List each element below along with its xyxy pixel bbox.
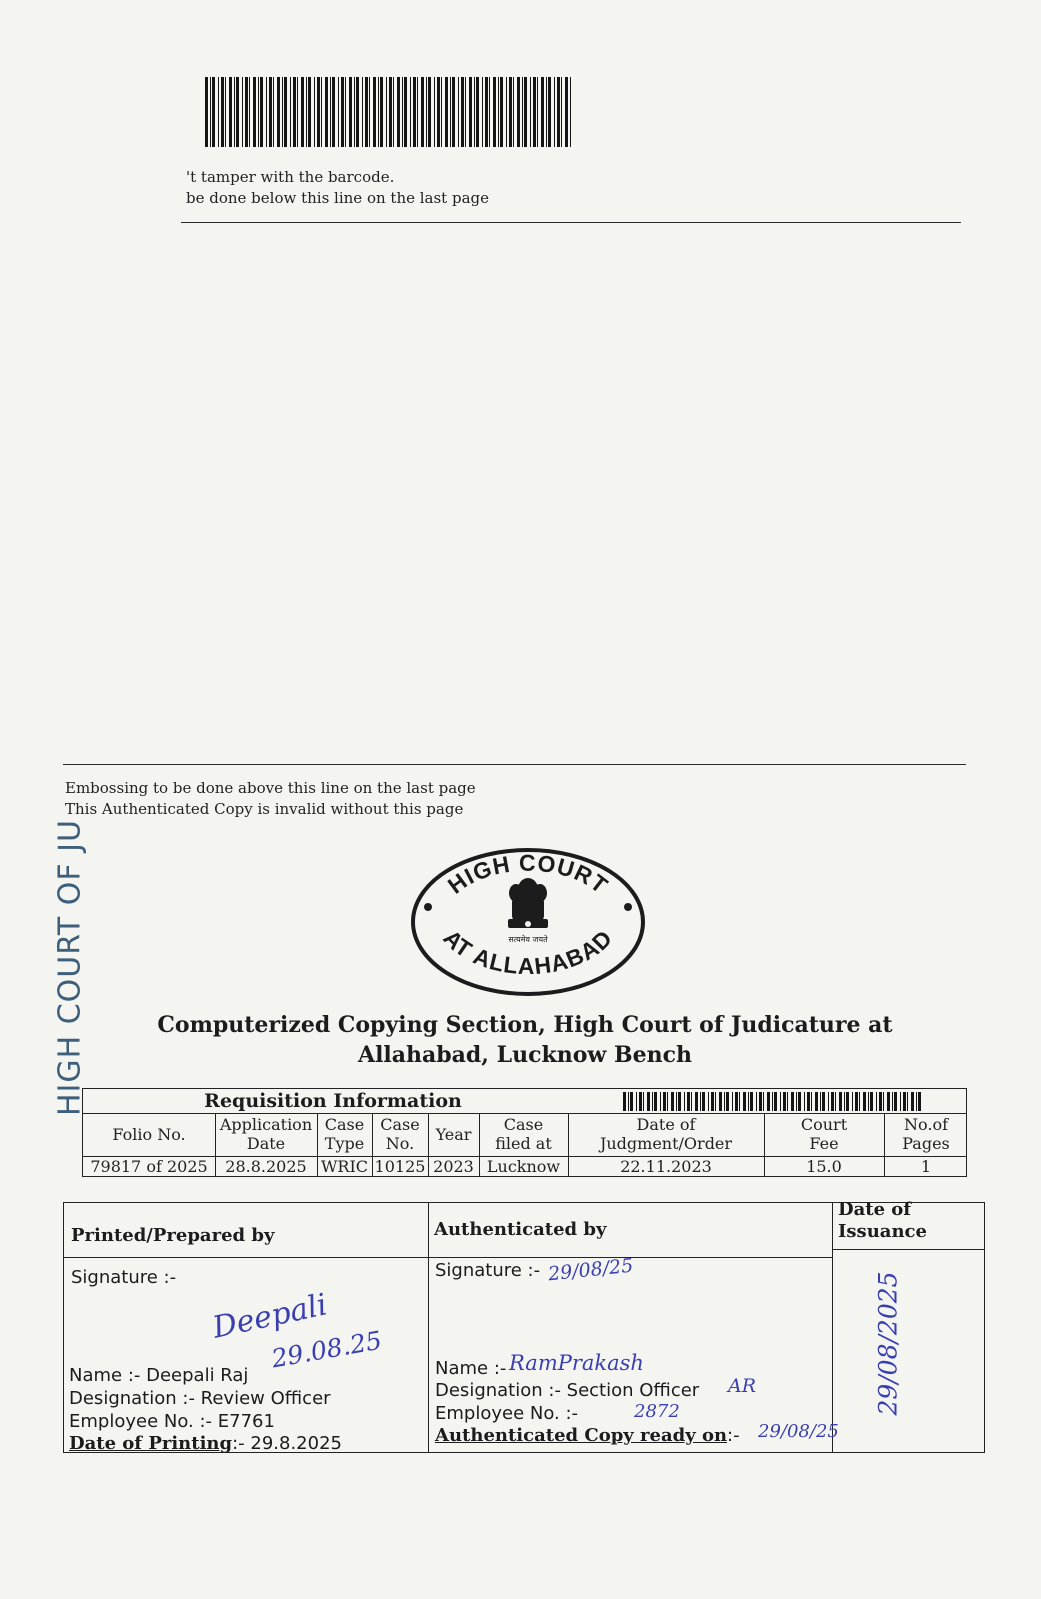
barcode-bar — [715, 1092, 716, 1111]
prepared-name: Name :- Deepali Raj — [69, 1365, 249, 1386]
barcode-bar — [783, 1092, 786, 1111]
document-heading — [110, 1010, 940, 1070]
barcode-bar — [767, 1092, 770, 1111]
barcode-bar — [684, 1092, 685, 1111]
barcode-bar — [835, 1092, 836, 1111]
requisition-header-cell — [372, 1115, 428, 1153]
barcode-bar — [290, 77, 291, 147]
barcode-bar — [911, 1092, 914, 1111]
barcode-bar — [410, 77, 411, 147]
barcode-bar — [506, 77, 507, 147]
auth-hand-sig-date: 29/08/25 — [547, 1254, 635, 1286]
barcode-note-2: be done below this line on the last page — [186, 189, 490, 207]
barcode-bar — [660, 1092, 661, 1111]
requisition-header-cell — [884, 1115, 968, 1153]
requisition-header-cell: Folio No. — [112, 1125, 186, 1144]
barcode-bar — [554, 77, 555, 147]
barcode-bar — [791, 1092, 794, 1111]
barcode-bar — [458, 77, 459, 147]
barcode-bar — [221, 77, 224, 147]
barcode-bar — [258, 77, 259, 147]
barcode-bar — [445, 77, 448, 147]
barcode-bar — [750, 1092, 753, 1111]
barcode-bar — [570, 77, 571, 147]
barcode-bar — [242, 77, 243, 147]
barcode-bar — [260, 77, 263, 147]
barcode-bar — [828, 1092, 829, 1111]
signature-table — [63, 1199, 985, 1454]
heading-line-1: Computerized Copying Section, High Court of Judicature at — [157, 1012, 893, 1038]
auth-hand-ready-date: 29/08/25 — [758, 1421, 839, 1442]
barcode-bar — [822, 1092, 825, 1111]
barcode-bar — [807, 1092, 810, 1111]
barcode-bar — [870, 1092, 873, 1111]
barcode-bar — [452, 77, 455, 147]
barcode-bar — [743, 1092, 746, 1111]
barcode-bar — [780, 1092, 781, 1111]
auth-designation: Designation :- Section Officer — [435, 1380, 700, 1401]
header-line-1: Case — [503, 1115, 544, 1134]
barcode-bar — [846, 1092, 849, 1111]
barcode-bar — [421, 77, 424, 147]
barcode-bar — [708, 1092, 709, 1111]
header-line-1: Court — [800, 1115, 848, 1134]
invalid-note: This Authenticated Copy is invalid without this page — [65, 800, 464, 818]
barcode-bar — [369, 77, 370, 147]
barcode-bar — [831, 1092, 834, 1111]
barcode-bar — [269, 77, 272, 147]
barcode-bar — [354, 77, 355, 147]
barcode-bar — [859, 1092, 860, 1111]
barcode-bar — [700, 1092, 701, 1111]
barcode-bar — [314, 77, 315, 147]
barcode-bar — [474, 77, 475, 147]
barcode-bar — [332, 77, 335, 147]
barcode-bar — [719, 1092, 722, 1111]
barcode-bar — [293, 77, 296, 147]
barcode-bar — [643, 1092, 644, 1111]
barcode-bar — [772, 1092, 773, 1111]
barcode-bar — [434, 77, 435, 147]
requisition-value-cell: 15.0 — [806, 1157, 842, 1176]
barcode-bar — [546, 77, 547, 147]
barcode-bar — [541, 77, 544, 147]
barcode-bar — [522, 77, 523, 147]
barcode-bar — [345, 77, 346, 147]
barcode-bar — [236, 77, 239, 147]
emblem-icon — [508, 878, 548, 928]
heading-line-2: Allahabad, Lucknow Bench — [358, 1042, 692, 1068]
prepared-designation: Designation :- Review Officer — [69, 1388, 331, 1409]
barcode-bar — [557, 77, 560, 147]
requisition-header-cell — [568, 1115, 764, 1153]
barcode-bar — [739, 1092, 740, 1111]
barcode-bar — [678, 1092, 681, 1111]
requisition-table — [82, 1088, 967, 1177]
issuance-heading — [838, 1199, 927, 1243]
embossing-divider — [63, 764, 966, 765]
barcode-bar — [811, 1092, 812, 1111]
seal-bottom-text: AT ALLAHABAD — [438, 924, 618, 980]
issuance-heading-1: Date of — [838, 1199, 912, 1220]
barcode-bar — [253, 77, 256, 147]
barcode-bar — [876, 1092, 877, 1111]
barcode-bar — [815, 1092, 818, 1111]
barcode-bar — [524, 77, 527, 147]
requisition-value-cell: 10125 — [374, 1157, 426, 1176]
barcode-bar — [428, 77, 431, 147]
barcode-bar — [341, 77, 344, 147]
header-line-2: Judgment/Order — [599, 1134, 733, 1153]
barcode-bar — [530, 77, 531, 147]
auth-name-label: Name :- — [435, 1358, 507, 1379]
barcode-bar — [676, 1092, 677, 1111]
barcode-bar — [820, 1092, 821, 1111]
barcode-bar — [349, 77, 352, 147]
barcode-bar — [759, 1092, 762, 1111]
prepared-hand-signature: Deepali — [209, 1287, 331, 1346]
barcode-bar — [306, 77, 307, 147]
auth-employee-label: Employee No. :- — [435, 1403, 579, 1424]
barcode-bar — [469, 77, 472, 147]
auth-hand-employee: 2872 — [634, 1401, 680, 1422]
requisition-value-cell: Lucknow — [486, 1157, 561, 1176]
authenticated-by-heading: Authenticated by — [434, 1219, 607, 1240]
barcode-bar — [402, 77, 403, 147]
barcode-bar — [804, 1092, 805, 1111]
barcode-bar — [900, 1092, 901, 1111]
barcode-bar — [533, 77, 536, 147]
barcode-bar — [461, 77, 464, 147]
barcode-bar — [489, 77, 490, 147]
barcode-bar — [735, 1092, 738, 1111]
header-line-1: Application — [219, 1115, 313, 1134]
barcode-bar — [225, 77, 226, 147]
barcode-bar — [493, 77, 496, 147]
side-stamp-text: HIGH COURT OF JU — [52, 819, 88, 1117]
auth-hand-name: RamPrakash — [509, 1351, 644, 1375]
upper-divider — [181, 222, 961, 223]
header-line-2: No. — [385, 1134, 415, 1153]
barcode-bar — [317, 77, 320, 147]
requisition-header-cell — [215, 1115, 317, 1153]
barcode-bar — [437, 77, 440, 147]
barcode-bar — [465, 77, 466, 147]
barcode-bar — [537, 77, 538, 147]
barcode-bar — [774, 1092, 777, 1111]
prepared-hand-date: 29.08.25 — [269, 1325, 385, 1374]
barcode-bar — [654, 1092, 657, 1111]
barcode-bar — [702, 1092, 705, 1111]
court-seal — [408, 845, 648, 1000]
barcode-bar — [308, 77, 311, 147]
barcode-bar — [787, 1092, 788, 1111]
barcode-bar — [356, 77, 359, 147]
barcode-bar — [500, 77, 503, 147]
barcode-bar — [426, 77, 427, 147]
barcode-bar — [404, 77, 407, 147]
barcode-bar — [907, 1092, 908, 1111]
barcode-bar — [266, 77, 267, 147]
barcode-bar — [386, 77, 387, 147]
barcode-bar — [639, 1092, 642, 1111]
requisition-value-cell: 1 — [920, 1157, 932, 1176]
header-line-2: Pages — [902, 1134, 950, 1153]
barcode-bar — [636, 1092, 637, 1111]
header-line-1: Case — [324, 1115, 365, 1134]
barcode-bar — [726, 1092, 729, 1111]
barcode-bar — [724, 1092, 725, 1111]
barcode-bar — [210, 77, 211, 147]
barcode-bar — [628, 1092, 629, 1111]
header-line-1: Case — [380, 1115, 420, 1134]
barcode-bar — [798, 1092, 801, 1111]
requisition-value-cell: 2023 — [433, 1157, 474, 1176]
barcode-bar — [338, 77, 339, 147]
barcode-bar — [476, 77, 479, 147]
barcode-bar — [868, 1092, 869, 1111]
barcode-bar — [756, 1092, 757, 1111]
barcode-bar — [301, 77, 304, 147]
barcode-bar — [282, 77, 283, 147]
barcode-bar — [277, 77, 280, 147]
barcode-bar — [389, 77, 392, 147]
embossing-note: Embossing to be done above this line on the last page — [65, 779, 476, 797]
barcode-bar — [796, 1092, 797, 1111]
issuance-hand-date: 29/08/2025 — [873, 1271, 903, 1416]
barcode-bar — [548, 77, 551, 147]
prepared-signature-label: Signature :- — [71, 1267, 177, 1288]
barcode-bar — [249, 77, 250, 147]
barcode-bar — [498, 77, 499, 147]
auth-ready-on: Authenticated Copy ready on:- — [435, 1425, 740, 1446]
barcode-bar — [485, 77, 488, 147]
requisition-barcode — [623, 1092, 923, 1111]
barcode-bar — [695, 1092, 698, 1111]
barcode-bar — [325, 77, 328, 147]
barcode-bar — [245, 77, 248, 147]
barcode-bar — [509, 77, 512, 147]
barcode-bar — [652, 1092, 653, 1111]
barcode-bar — [450, 77, 451, 147]
barcode-bar — [513, 77, 514, 147]
barcode-bar — [623, 1092, 626, 1111]
barcode-bar — [441, 77, 442, 147]
barcode-bar — [413, 77, 416, 147]
requisition-header-cell: Year — [435, 1125, 472, 1144]
barcode-bar — [903, 1092, 906, 1111]
header-line-2: Type — [324, 1134, 365, 1153]
barcode-bar — [393, 77, 394, 147]
barcode-bar — [691, 1092, 692, 1111]
requisition-value-cell: 22.11.2023 — [620, 1157, 712, 1176]
barcode-bar — [284, 77, 287, 147]
barcode-top — [205, 77, 571, 147]
header-line-1: Date of — [636, 1115, 696, 1134]
barcode-bar — [380, 77, 383, 147]
requisition-value-cell: 79817 of 2025 — [90, 1157, 208, 1176]
issuance-heading-2: Issuance — [838, 1221, 927, 1242]
barcode-bar — [916, 1092, 917, 1111]
requisition-header-cell — [764, 1115, 884, 1153]
barcode-bar — [839, 1092, 842, 1111]
prepared-by-heading: Printed/Prepared by — [71, 1225, 275, 1246]
barcode-bar — [844, 1092, 845, 1111]
prepared-employee: Employee No. :- E7761 — [69, 1411, 275, 1432]
barcode-bar — [687, 1092, 690, 1111]
barcode-bar — [482, 77, 483, 147]
barcode-bar — [362, 77, 363, 147]
barcode-bar — [863, 1092, 866, 1111]
barcode-bar — [647, 1092, 650, 1111]
requisition-header-cell — [479, 1115, 568, 1153]
barcode-bar — [711, 1092, 714, 1111]
barcode-bar — [365, 77, 368, 147]
barcode-bar — [671, 1092, 674, 1111]
header-line-2: Fee — [809, 1134, 839, 1153]
seal-top-text: HIGH COURT — [442, 849, 614, 899]
barcode-bar — [918, 1092, 921, 1111]
barcode-note-1: 't tamper with the barcode. — [186, 168, 395, 186]
barcode-bar — [417, 77, 418, 147]
auth-hand-designation: AR — [728, 1375, 757, 1397]
barcode-bar — [667, 1092, 668, 1111]
header-line-2: filed at — [495, 1134, 552, 1153]
barcode-bar — [218, 77, 219, 147]
barcode-bar — [273, 77, 274, 147]
requisition-value-cell: 28.8.2025 — [225, 1157, 307, 1176]
barcode-bar — [879, 1092, 882, 1111]
auth-signature-label: Signature :- — [435, 1260, 541, 1281]
header-line-2: Date — [246, 1134, 286, 1153]
requisition-title: Requisition Information — [204, 1090, 462, 1112]
barcode-bar — [234, 77, 235, 147]
barcode-bar — [894, 1092, 897, 1111]
barcode-bar — [397, 77, 400, 147]
barcode-bar — [378, 77, 379, 147]
barcode-bar — [892, 1092, 893, 1111]
barcode-bar — [321, 77, 322, 147]
barcode-bar — [887, 1092, 890, 1111]
header-line-1: No.of — [904, 1115, 948, 1134]
date-of-printing: Date of Printing:- 29.8.2025 — [69, 1433, 342, 1454]
requisition-value-cell: WRIC — [320, 1157, 369, 1176]
barcode-bar — [748, 1092, 749, 1111]
barcode-bar — [229, 77, 232, 147]
barcode-bar — [763, 1092, 764, 1111]
barcode-bar — [205, 77, 208, 147]
barcode-bar — [565, 77, 568, 147]
barcode-bar — [732, 1092, 733, 1111]
barcode-bar — [855, 1092, 858, 1111]
barcode-bar — [852, 1092, 853, 1111]
seal-motto: सत्यमेव जयते — [508, 935, 548, 944]
barcode-bar — [630, 1092, 633, 1111]
barcode-bar — [663, 1092, 666, 1111]
barcode-bar — [297, 77, 298, 147]
barcode-bar — [883, 1092, 884, 1111]
barcode-bar — [330, 77, 331, 147]
barcode-bar — [212, 77, 215, 147]
svg-text:AT ALLAHABAD — [438, 924, 617, 979]
requisition-header-cell — [317, 1115, 372, 1153]
barcode-bar — [561, 77, 562, 147]
barcode-bar — [373, 77, 376, 147]
barcode-bar — [517, 77, 520, 147]
